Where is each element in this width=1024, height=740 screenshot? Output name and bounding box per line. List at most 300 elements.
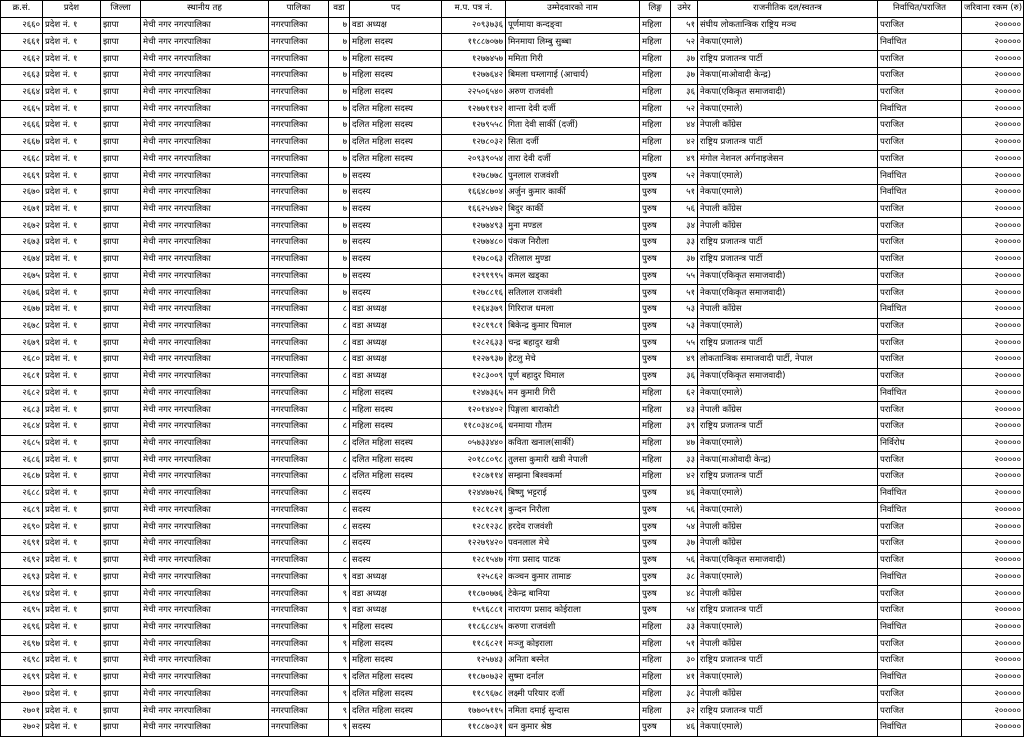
cell-ballot-no: १२७७४९३ xyxy=(442,218,506,235)
cell-candidate-name: सिता दर्जी xyxy=(506,134,640,151)
cell-serial-no: २६७५ xyxy=(1,268,43,285)
table-row xyxy=(1,17,1024,34)
cell-gender: महिला xyxy=(640,418,671,435)
cell-serial-no: २६८० xyxy=(1,352,43,369)
cell-candidate-name: पूर्ण बहादुर घिमाल xyxy=(506,368,640,385)
cell-ward: ८ xyxy=(329,519,350,536)
cell-age: ५५ xyxy=(671,335,698,352)
cell-serial-no: २६७६ xyxy=(1,285,43,302)
cell-province: प्रदेश नं. १ xyxy=(43,84,101,101)
cell-municipality-type: नगरपालिका xyxy=(269,285,329,302)
cell-gender: पुरुष xyxy=(640,218,671,235)
cell-party: संघीय लोकतान्त्रिक राष्ट्रिय मञ्च xyxy=(698,17,878,34)
cell-ward: ८ xyxy=(329,452,350,469)
cell-province: प्रदेश नं. १ xyxy=(43,569,101,586)
cell-age: ४२ xyxy=(671,134,698,151)
cell-gender: महिला xyxy=(640,469,671,486)
table-row xyxy=(1,34,1024,51)
cell-position: सदस्य xyxy=(350,218,442,235)
cell-gender: पुरुष xyxy=(640,168,671,185)
cell-ward: ९ xyxy=(329,653,350,670)
cell-serial-no: २६७१ xyxy=(1,201,43,218)
cell-position: वडा अध्यक्ष xyxy=(350,569,442,586)
cell-position: वडा अध्यक्ष xyxy=(350,602,442,619)
table-row xyxy=(1,452,1024,469)
cell-age: ५६ xyxy=(671,552,698,569)
cell-fine-amount: २००००० xyxy=(962,118,1024,135)
cell-local-level: मेची नगर नगरपालिका xyxy=(141,552,269,569)
cell-party: राष्ट्रिय प्रजातन्त्र पार्टी xyxy=(698,469,878,486)
cell-municipality-type: नगरपालिका xyxy=(269,318,329,335)
cell-ward: ८ xyxy=(329,352,350,369)
cell-candidate-name: टेकेन्द्र बानिया xyxy=(506,586,640,603)
table-row xyxy=(1,251,1024,268)
cell-result: पराजित xyxy=(878,469,962,486)
cell-gender: महिला xyxy=(640,619,671,636)
cell-party: नेकपा(एमाले) xyxy=(698,569,878,586)
cell-position: महिला सदस्य xyxy=(350,653,442,670)
cell-ward: ७ xyxy=(329,285,350,302)
cell-party: नेपाली काँग्रेस xyxy=(698,586,878,603)
table-header-row xyxy=(1,1,1024,18)
cell-serial-no: २६७० xyxy=(1,184,43,201)
cell-province: प्रदेश नं. १ xyxy=(43,418,101,435)
cell-serial-no: २६८७ xyxy=(1,469,43,486)
cell-ward: ८ xyxy=(329,485,350,502)
cell-candidate-name: धन कुमार श्रेष्ठ xyxy=(506,719,640,736)
cell-ward: ७ xyxy=(329,218,350,235)
cell-gender: पुरुष xyxy=(640,335,671,352)
cell-local-level: मेची नगर नगरपालिका xyxy=(141,686,269,703)
table-row xyxy=(1,101,1024,118)
cell-candidate-name: अनिता बस्नेत xyxy=(506,653,640,670)
cell-municipality-type: नगरपालिका xyxy=(269,485,329,502)
cell-fine-amount: २००००० xyxy=(962,402,1024,419)
cell-fine-amount: २००००० xyxy=(962,218,1024,235)
cell-gender: पुरुष xyxy=(640,719,671,736)
cell-local-level: मेची नगर नगरपालिका xyxy=(141,368,269,385)
cell-local-level: मेची नगर नगरपालिका xyxy=(141,218,269,235)
cell-gender: पुरुष xyxy=(640,569,671,586)
cell-serial-no: २७०१ xyxy=(1,703,43,720)
cell-district: झापा xyxy=(101,552,141,569)
cell-ballot-no: १२५७४३ xyxy=(442,653,506,670)
cell-age: ३९ xyxy=(671,418,698,435)
cell-age: ३८ xyxy=(671,569,698,586)
cell-municipality-type: नगरपालिका xyxy=(269,84,329,101)
cell-age: ३३ xyxy=(671,452,698,469)
cell-candidate-name: कञ्चन कुमार तामाङ xyxy=(506,569,640,586)
cell-gender: महिला xyxy=(640,703,671,720)
cell-district: झापा xyxy=(101,485,141,502)
cell-ward: ८ xyxy=(329,368,350,385)
cell-ward: ७ xyxy=(329,251,350,268)
cell-province: प्रदेश नं. १ xyxy=(43,201,101,218)
cell-party: राष्ट्रिय प्रजातन्त्र पार्टी xyxy=(698,134,878,151)
cell-age: ३० xyxy=(671,653,698,670)
cell-candidate-name: मिनमाया लिम्बु सुब्बा xyxy=(506,34,640,51)
table-row xyxy=(1,619,1024,636)
cell-fine-amount: २००००० xyxy=(962,686,1024,703)
cell-serial-no: २६८३ xyxy=(1,402,43,419)
cell-party: मंगोल नेशनल अर्गनाइजेसन xyxy=(698,151,878,168)
cell-local-level: मेची नगर नगरपालिका xyxy=(141,17,269,34)
cell-party: राष्ट्रिय प्रजातन्त्र पार्टी xyxy=(698,51,878,68)
table-row xyxy=(1,602,1024,619)
cell-candidate-name: करुणा राजवंशी xyxy=(506,619,640,636)
cell-candidate-name: गिरिराज धमला xyxy=(506,301,640,318)
cell-fine-amount: २००००० xyxy=(962,502,1024,519)
cell-candidate-name: बिमला घम्लागाई (आचार्य) xyxy=(506,67,640,84)
cell-party: नेपाली काँग्रेस xyxy=(698,402,878,419)
cell-party: लोकतान्त्रिक समाजवादी पार्टी, नेपाल xyxy=(698,352,878,369)
cell-province: प्रदेश नं. १ xyxy=(43,352,101,369)
cell-local-level: मेची नगर नगरपालिका xyxy=(141,251,269,268)
cell-candidate-name: नमिता दमाई सुन्दास xyxy=(506,703,640,720)
cell-age: ५३ xyxy=(671,301,698,318)
cell-position: दलित महिला सदस्य xyxy=(350,452,442,469)
cell-ballot-no: १२७८८१६ xyxy=(442,285,506,302)
cell-ward: ७ xyxy=(329,101,350,118)
cell-local-level: मेची नगर नगरपालिका xyxy=(141,184,269,201)
cell-serial-no: २६६६ xyxy=(1,118,43,135)
cell-district: झापा xyxy=(101,402,141,419)
cell-age: ५१ xyxy=(671,184,698,201)
cell-party: नेकपा(एकिकृत समाजवादी) xyxy=(698,285,878,302)
cell-position: दलित महिला सदस्य xyxy=(350,134,442,151)
cell-fine-amount: २००००० xyxy=(962,368,1024,385)
cell-ward: ७ xyxy=(329,118,350,135)
cell-municipality-type: नगरपालिका xyxy=(269,101,329,118)
cell-result: निर्वाचित xyxy=(878,669,962,686)
table-row xyxy=(1,368,1024,385)
cell-municipality-type: नगरपालिका xyxy=(269,502,329,519)
cell-result: पराजित xyxy=(878,602,962,619)
cell-ballot-no: २२५०६५४० xyxy=(442,84,506,101)
cell-result: निर्वाचित xyxy=(878,301,962,318)
cell-ballot-no: ११८८७०३१ xyxy=(442,719,506,736)
cell-municipality-type: नगरपालिका xyxy=(269,452,329,469)
cell-position: दलित महिला सदस्य xyxy=(350,469,442,486)
cell-candidate-name: मञ्जु कोइराला xyxy=(506,636,640,653)
cell-gender: महिला xyxy=(640,34,671,51)
cell-fine-amount: २००००० xyxy=(962,318,1024,335)
cell-ward: ७ xyxy=(329,184,350,201)
cell-position: महिला सदस्य xyxy=(350,385,442,402)
cell-municipality-type: नगरपालिका xyxy=(269,435,329,452)
table-row xyxy=(1,301,1024,318)
cell-ballot-no: १२८२६३३ xyxy=(442,335,506,352)
column-header-gender: लिङ्ग xyxy=(640,1,671,18)
cell-municipality-type: नगरपालिका xyxy=(269,519,329,536)
cell-result: पराजित xyxy=(878,235,962,252)
cell-gender: महिला xyxy=(640,385,671,402)
cell-candidate-name: तुलसा कुमारी खत्री नेपाली xyxy=(506,452,640,469)
cell-province: प्रदेश नं. १ xyxy=(43,653,101,670)
cell-result: पराजित xyxy=(878,335,962,352)
cell-province: प्रदेश नं. १ xyxy=(43,385,101,402)
cell-district: झापा xyxy=(101,335,141,352)
cell-position: सदस्य xyxy=(350,251,442,268)
cell-ballot-no: १७७०५११५ xyxy=(442,703,506,720)
cell-province: प्रदेश नं. १ xyxy=(43,118,101,135)
cell-fine-amount: २००००० xyxy=(962,184,1024,201)
cell-fine-amount: २००००० xyxy=(962,151,1024,168)
cell-fine-amount: २००००० xyxy=(962,134,1024,151)
cell-province: प्रदेश नं. १ xyxy=(43,34,101,51)
cell-result: पराजित xyxy=(878,118,962,135)
column-header-position: पद xyxy=(350,1,442,18)
cell-position: वडा अध्यक्ष xyxy=(350,17,442,34)
cell-province: प्रदेश नं. १ xyxy=(43,636,101,653)
cell-ballot-no: १२९१९९५ xyxy=(442,268,506,285)
cell-local-level: मेची नगर नगरपालिका xyxy=(141,318,269,335)
table-row xyxy=(1,285,1024,302)
column-header-serial-no: क्र.सं. xyxy=(1,1,43,18)
cell-serial-no: २६७८ xyxy=(1,318,43,335)
cell-municipality-type: नगरपालिका xyxy=(269,469,329,486)
cell-gender: महिला xyxy=(640,686,671,703)
table-row xyxy=(1,402,1024,419)
cell-gender: महिला xyxy=(640,51,671,68)
cell-municipality-type: नगरपालिका xyxy=(269,268,329,285)
cell-local-level: मेची नगर नगरपालिका xyxy=(141,619,269,636)
cell-municipality-type: नगरपालिका xyxy=(269,134,329,151)
cell-fine-amount: २००००० xyxy=(962,235,1024,252)
cell-gender: पुरुष xyxy=(640,368,671,385)
cell-district: झापा xyxy=(101,184,141,201)
cell-serial-no: २६६५ xyxy=(1,101,43,118)
cell-candidate-name: सुष्मा दर्नाल xyxy=(506,669,640,686)
table-row xyxy=(1,636,1024,653)
cell-municipality-type: नगरपालिका xyxy=(269,536,329,553)
cell-position: दलित महिला सदस्य xyxy=(350,669,442,686)
cell-district: झापा xyxy=(101,636,141,653)
cell-fine-amount: २००००० xyxy=(962,485,1024,502)
cell-ballot-no: १२८३००९ xyxy=(442,368,506,385)
cell-province: प्रदेश नं. १ xyxy=(43,251,101,268)
cell-result: पराजित xyxy=(878,251,962,268)
table-row xyxy=(1,485,1024,502)
cell-age: ४९ xyxy=(671,352,698,369)
cell-municipality-type: नगरपालिका xyxy=(269,118,329,135)
cell-fine-amount: २००००० xyxy=(962,285,1024,302)
cell-candidate-name: कविता खनाल(सार्की) xyxy=(506,435,640,452)
cell-fine-amount: २००००० xyxy=(962,201,1024,218)
cell-province: प्रदेश नं. १ xyxy=(43,67,101,84)
cell-party: राष्ट्रिय प्रजातन्त्र पार्टी xyxy=(698,335,878,352)
cell-province: प्रदेश नं. १ xyxy=(43,335,101,352)
cell-district: झापा xyxy=(101,686,141,703)
cell-serial-no: २६९४ xyxy=(1,586,43,603)
cell-municipality-type: नगरपालिका xyxy=(269,385,329,402)
cell-age: ३३ xyxy=(671,235,698,252)
cell-serial-no: २६७७ xyxy=(1,301,43,318)
cell-local-level: मेची नगर नगरपालिका xyxy=(141,235,269,252)
cell-serial-no: २६९२ xyxy=(1,552,43,569)
cell-gender: महिला xyxy=(640,452,671,469)
cell-gender: महिला xyxy=(640,134,671,151)
cell-fine-amount: २००००० xyxy=(962,552,1024,569)
column-header-province: प्रदेश xyxy=(43,1,101,18)
cell-province: प्रदेश नं. १ xyxy=(43,519,101,536)
cell-ward: ९ xyxy=(329,569,350,586)
cell-party: नेकपा(एकिकृत समाजवादी) xyxy=(698,268,878,285)
cell-ballot-no: २०१८८०९८ xyxy=(442,452,506,469)
table-row xyxy=(1,184,1024,201)
cell-district: झापा xyxy=(101,268,141,285)
cell-result: पराजित xyxy=(878,586,962,603)
cell-result: निर्वाचित xyxy=(878,385,962,402)
cell-position: वडा अध्यक्ष xyxy=(350,301,442,318)
cell-local-level: मेची नगर नगरपालिका xyxy=(141,335,269,352)
cell-party: राष्ट्रिय प्रजातन्त्र पार्टी xyxy=(698,251,878,268)
cell-ward: ७ xyxy=(329,134,350,151)
table-row xyxy=(1,385,1024,402)
cell-ward: ८ xyxy=(329,502,350,519)
cell-district: झापा xyxy=(101,34,141,51)
cell-local-level: मेची नगर नगरपालिका xyxy=(141,602,269,619)
cell-district: झापा xyxy=(101,368,141,385)
cell-ballot-no: ११८६८८४५ xyxy=(442,619,506,636)
cell-fine-amount: २००००० xyxy=(962,335,1024,352)
cell-province: प्रदेश नं. १ xyxy=(43,168,101,185)
cell-fine-amount: २००००० xyxy=(962,168,1024,185)
cell-result: पराजित xyxy=(878,368,962,385)
cell-party: राष्ट्रिय प्रजातन्त्र पार्टी xyxy=(698,653,878,670)
cell-province: प्रदेश नं. १ xyxy=(43,17,101,34)
cell-position: दलित महिला सदस्य xyxy=(350,101,442,118)
cell-gender: महिला xyxy=(640,636,671,653)
table-row xyxy=(1,318,1024,335)
cell-result: पराजित xyxy=(878,519,962,536)
cell-serial-no: २६८५ xyxy=(1,435,43,452)
cell-district: झापा xyxy=(101,719,141,736)
cell-ward: ९ xyxy=(329,686,350,703)
cell-province: प्रदेश नं. १ xyxy=(43,285,101,302)
cell-serial-no: २६६० xyxy=(1,17,43,34)
cell-age: ३२ xyxy=(671,703,698,720)
cell-ward: ८ xyxy=(329,552,350,569)
cell-ballot-no: १२६४३७९ xyxy=(442,301,506,318)
cell-party: नेकपा(एमाले) xyxy=(698,502,878,519)
column-header-local-level: स्थानीय तह xyxy=(141,1,269,18)
cell-position: सदस्य xyxy=(350,719,442,736)
cell-position: महिला सदस्य xyxy=(350,84,442,101)
cell-party: राष्ट्रिय प्रजातन्त्र पार्टी xyxy=(698,703,878,720)
cell-age: ५१ xyxy=(671,636,698,653)
cell-position: सदस्य xyxy=(350,268,442,285)
cell-result: निर्वाचित xyxy=(878,34,962,51)
cell-province: प्रदेश नं. १ xyxy=(43,452,101,469)
cell-candidate-name: रतिलाल मुण्डा xyxy=(506,251,640,268)
table-row xyxy=(1,335,1024,352)
cell-local-level: मेची नगर नगरपालिका xyxy=(141,118,269,135)
cell-serial-no: २६७४ xyxy=(1,251,43,268)
cell-age: ५१ xyxy=(671,285,698,302)
table-body xyxy=(1,17,1024,736)
cell-age: ५४ xyxy=(671,519,698,536)
cell-result: पराजित xyxy=(878,268,962,285)
table-row xyxy=(1,719,1024,736)
cell-ward: ७ xyxy=(329,17,350,34)
cell-fine-amount: २००००० xyxy=(962,536,1024,553)
cell-result: पराजित xyxy=(878,402,962,419)
cell-serial-no: २६८९ xyxy=(1,502,43,519)
cell-local-level: मेची नगर नगरपालिका xyxy=(141,636,269,653)
cell-position: सदस्य xyxy=(350,502,442,519)
cell-district: झापा xyxy=(101,385,141,402)
table-row xyxy=(1,569,1024,586)
table-row xyxy=(1,168,1024,185)
table-row xyxy=(1,586,1024,603)
cell-candidate-name: मन कुमारी गिरी xyxy=(506,385,640,402)
cell-age: ४७ xyxy=(671,435,698,452)
cell-age: ५२ xyxy=(671,101,698,118)
cell-province: प्रदेश नं. १ xyxy=(43,485,101,502)
cell-province: प्रदेश नं. १ xyxy=(43,619,101,636)
cell-candidate-name: पंकज निरौला xyxy=(506,235,640,252)
cell-party: नेपाली काँग्रेस xyxy=(698,201,878,218)
cell-position: महिला सदस्य xyxy=(350,67,442,84)
cell-fine-amount: २००००० xyxy=(962,435,1024,452)
cell-district: झापा xyxy=(101,669,141,686)
cell-age: ३७ xyxy=(671,536,698,553)
cell-local-level: मेची नगर नगरपालिका xyxy=(141,84,269,101)
cell-local-level: मेची नगर नगरपालिका xyxy=(141,51,269,68)
cell-position: सदस्य xyxy=(350,235,442,252)
cell-gender: पुरुष xyxy=(640,586,671,603)
cell-position: दलित महिला सदस्य xyxy=(350,435,442,452)
cell-age: ३८ xyxy=(671,686,698,703)
table-row xyxy=(1,435,1024,452)
cell-municipality-type: नगरपालिका xyxy=(269,51,329,68)
cell-serial-no: २६९० xyxy=(1,519,43,536)
cell-ballot-no: १२७८०६३ xyxy=(442,251,506,268)
table-row xyxy=(1,151,1024,168)
cell-candidate-name: पिङ्गला बाराकोटी xyxy=(506,402,640,419)
cell-party: नेपाली काँग्रेस xyxy=(698,118,878,135)
cell-result: पराजित xyxy=(878,636,962,653)
cell-ward: ७ xyxy=(329,84,350,101)
cell-party: नेकपा(एमाले) xyxy=(698,619,878,636)
cell-candidate-name: मुना मण्डल xyxy=(506,218,640,235)
column-header-ward: वडा xyxy=(329,1,350,18)
cell-gender: महिला xyxy=(640,101,671,118)
cell-gender: महिला xyxy=(640,118,671,135)
cell-district: झापा xyxy=(101,251,141,268)
cell-ward: ८ xyxy=(329,435,350,452)
cell-local-level: मेची नगर नगरपालिका xyxy=(141,669,269,686)
cell-serial-no: २७०२ xyxy=(1,719,43,736)
cell-ballot-no: १२५८६२ xyxy=(442,569,506,586)
cell-local-level: मेची नगर नगरपालिका xyxy=(141,719,269,736)
cell-serial-no: २६७९ xyxy=(1,335,43,352)
cell-local-level: मेची नगर नगरपालिका xyxy=(141,285,269,302)
cell-municipality-type: नगरपालिका xyxy=(269,619,329,636)
cell-ward: ७ xyxy=(329,201,350,218)
cell-ballot-no: ०५७३३४४० xyxy=(442,435,506,452)
cell-serial-no: २६९९ xyxy=(1,669,43,686)
cell-municipality-type: नगरपालिका xyxy=(269,235,329,252)
cell-district: झापा xyxy=(101,235,141,252)
column-header-district: जिल्ला xyxy=(101,1,141,18)
cell-party: नेकपा(एमाले) xyxy=(698,168,878,185)
cell-local-level: मेची नगर नगरपालिका xyxy=(141,352,269,369)
cell-province: प्रदेश नं. १ xyxy=(43,368,101,385)
cell-district: झापा xyxy=(101,168,141,185)
cell-province: प्रदेश नं. १ xyxy=(43,51,101,68)
